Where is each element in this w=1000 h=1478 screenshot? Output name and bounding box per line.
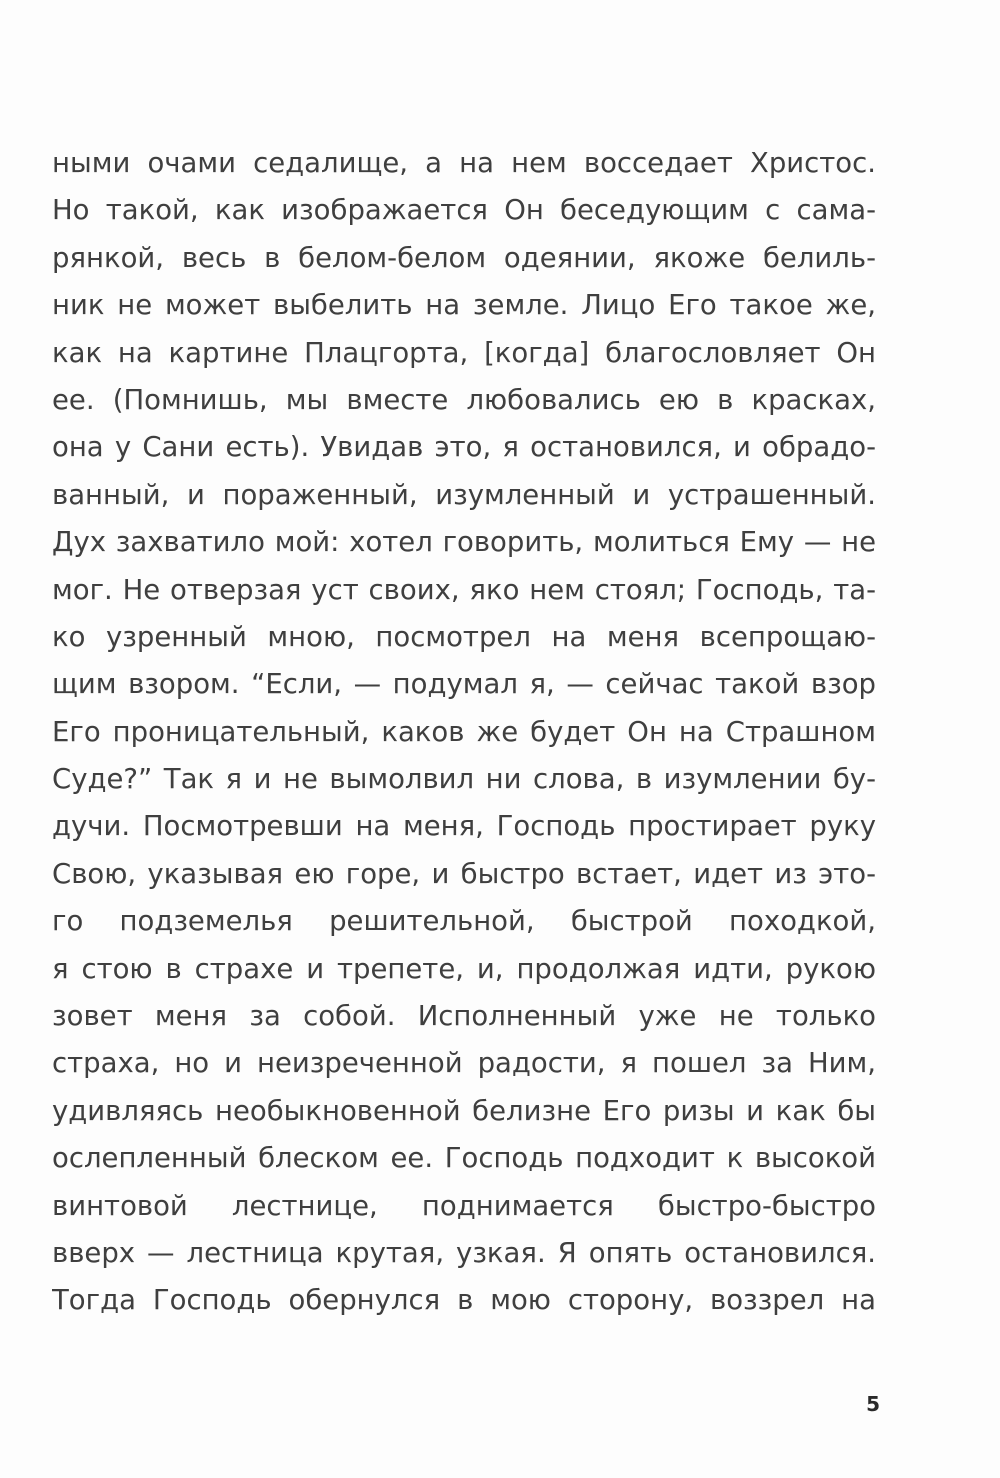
page-number: 5 xyxy=(866,1392,880,1416)
text-line: щим взором. “Если, — подумал я, — сейчас такой взор xyxy=(52,668,876,701)
text-line: дучи. Посмотревши на меня, Господь простирает руку xyxy=(52,810,876,843)
text-line: Дух захватило мой: хотел говорить, молиться Ему — не xyxy=(52,526,876,559)
text-line: мог. Не отверзая уст своих, яко нем стоял; Господь, та- xyxy=(52,573,876,606)
text-line: страха, но и неизреченной радости, я пошел за Ним, xyxy=(52,1047,876,1080)
text-line: ными очами седалище, а на нем восседает Христос. xyxy=(52,147,876,179)
text-line: Но такой, как изображается Он беседующим с сама- xyxy=(52,194,876,227)
text-line: вверх — лестница крутая, узкая. Я опять остановился. xyxy=(52,1236,876,1269)
text-line: рянкой, весь в белом-белом одеянии, якоже белиль- xyxy=(52,241,876,274)
text-line: Тогда Господь обернулся в мою сторону, воззрел на xyxy=(52,1284,876,1317)
text-line: я стою в страхе и трепете, и, продолжая идти, рукою xyxy=(52,952,876,985)
text-line: ник не может выбелить на земле. Лицо Его такое же, xyxy=(52,289,876,322)
text-line: ванный, и пораженный, изумленный и устрашенный. xyxy=(52,478,876,511)
text-line: Его проницательный, каков же будет Он на Страшном xyxy=(52,715,876,748)
text-line: го подземелья решительной, быстрой походкой, xyxy=(52,905,876,938)
text-line: ослепленный блеском ее. Господь подходит к высокой xyxy=(52,1142,876,1175)
text-line: винтовой лестнице, поднимается быстро-быстро xyxy=(52,1189,876,1222)
text-line: она у Сани есть). Увидав это, я остановился, и обрадо- xyxy=(52,431,876,464)
text-line: Свою, указывая ею горе, и быстро встает, идет из это- xyxy=(52,857,876,890)
body-text xyxy=(52,140,876,1325)
text-line: зовет меня за собой. Исполненный уже не только xyxy=(52,1000,876,1033)
text-line: Суде?” Так я и не вымолвил ни слова, в изумлении бу- xyxy=(52,763,876,796)
text-line: как на картине Плацгорта, [когда] благословляет Он xyxy=(52,336,876,369)
text-line: ко узренный мною, посмотрел на меня всепрощаю- xyxy=(52,620,876,653)
text-line: ее. (Помнишь, мы вместе любовались ею в красках, xyxy=(52,383,876,416)
text-line: удивляясь необыкновенной белизне Его ризы и как бы xyxy=(52,1094,876,1127)
